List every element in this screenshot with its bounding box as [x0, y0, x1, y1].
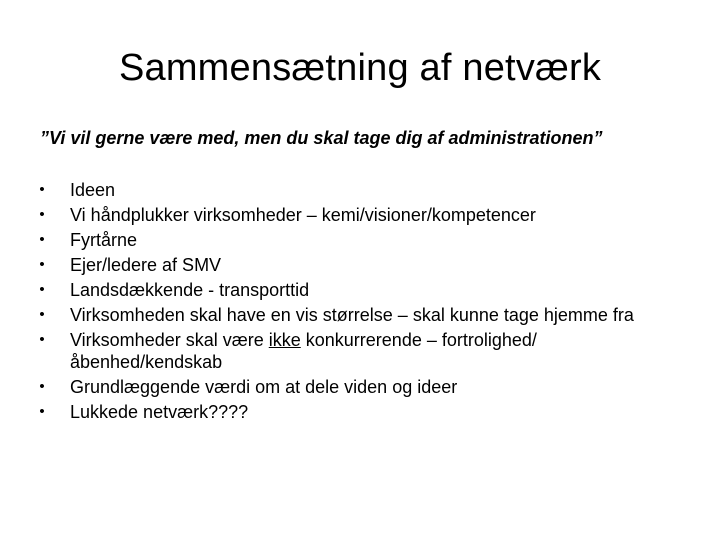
bullet-text-underlined: ikke: [268, 330, 301, 350]
bullet-text: Landsdækkende - transporttid: [70, 280, 310, 300]
bullet-text: Grundlæggende værdi om at dele viden og ideer: [70, 377, 458, 397]
bullet-item: [36, 279, 676, 301]
bullet-text-before: Virksomheder skal være: [70, 330, 269, 350]
bullet-item: [36, 179, 676, 201]
bullet-list: [36, 179, 676, 426]
bullet-icon: •: [39, 181, 45, 198]
bullet-icon: •: [39, 281, 45, 298]
bullet-icon: •: [39, 378, 45, 395]
bullet-item: [36, 401, 676, 423]
bullet-text: Vi håndplukker virksomheder – kemi/visioner/kompetencer: [70, 205, 536, 225]
bullet-icon: •: [39, 331, 45, 348]
bullet-text: Ideen: [70, 180, 116, 200]
bullet-item: [36, 329, 676, 373]
bullet-icon: •: [39, 256, 45, 273]
bullet-text: Virksomheden skal have en vis størrelse – skal kunne tage hjemme fra: [70, 305, 634, 325]
bullet-icon: •: [39, 306, 45, 323]
bullet-item: [36, 229, 676, 251]
bullet-text-after: konkurrerende – fortrolighed/åbenhed/kendskab: [70, 330, 537, 372]
bullet-text: Fyrtårne: [70, 230, 138, 250]
bullet-icon: •: [39, 403, 45, 420]
slide-quote: ”Vi vil gerne være med, men du skal tage dig af administrationen”: [40, 128, 603, 148]
bullet-item: [36, 376, 676, 398]
bullet-icon: •: [39, 231, 45, 248]
bullet-text: Lukkede netværk????: [70, 402, 249, 422]
bullet-icon: •: [39, 206, 45, 223]
bullet-item: [36, 254, 676, 276]
slide-title: Sammensætning af netværk: [118, 47, 602, 89]
bullet-text: Ejer/ledere af SMV: [70, 255, 222, 275]
bullet-item: [36, 204, 676, 226]
bullet-item: [36, 304, 676, 326]
